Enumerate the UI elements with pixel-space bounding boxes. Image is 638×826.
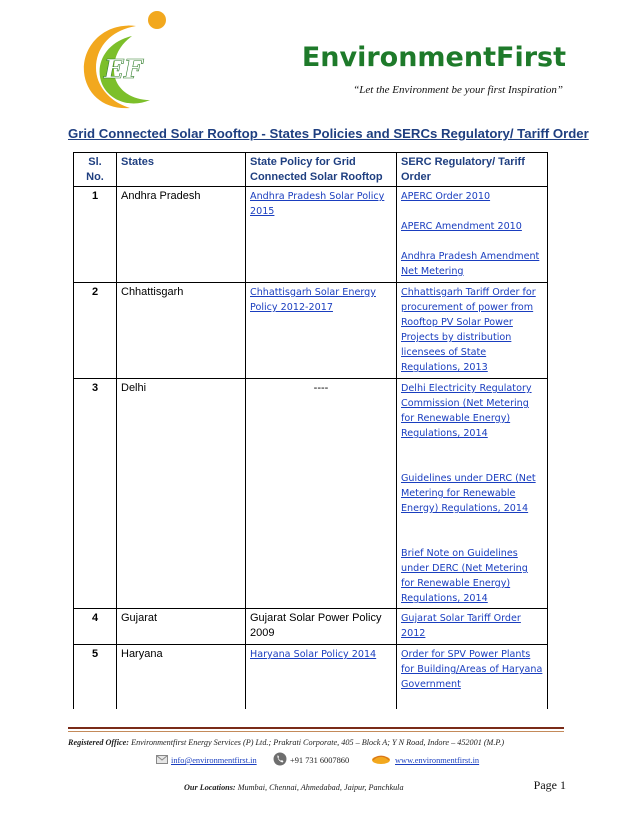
row-sl: 3: [74, 379, 117, 609]
header-states: States: [117, 153, 246, 187]
registered-office: [68, 738, 504, 747]
registered-office-address: Environmentfirst Energy Services (P) Ltd.; Prakrati Corporate, 405 – Block A; Y N Road, Indore – 452001 (M.P.): [131, 738, 505, 747]
registered-office-label: Registered Office:: [68, 738, 130, 747]
serc-link[interactable]: Chhattisgarh Tariff Order for procurement of power from Rooftop PV Solar Power Projects by distribution licensees of State Regulations, 2013: [401, 287, 536, 373]
serc-link[interactable]: Brief Note on Guidelines under DERC (Net Metering for Renewable Energy) Regulations, 2014: [401, 548, 528, 604]
serc-link[interactable]: APERC Amendment 2010: [401, 221, 522, 232]
serc-link[interactable]: Guidelines under DERC (Net Metering for Renewable Energy) Regulations, 2014: [401, 473, 536, 514]
policy-table: [73, 152, 548, 709]
table-row: [74, 645, 548, 709]
row-serc-cell: [397, 187, 548, 283]
policy-link[interactable]: Haryana Solar Policy 2014: [250, 649, 377, 660]
row-serc-cell: [397, 645, 548, 709]
row-serc-cell: [397, 379, 548, 609]
tagline: “Let the Environment be your first Inspiration”: [353, 84, 563, 96]
row-serc-cell: [397, 609, 548, 645]
policy-link[interactable]: Andhra Pradesh Solar Policy 2015: [250, 191, 385, 217]
row-policy: ----: [246, 379, 397, 609]
table-row: [74, 187, 548, 283]
policy-link[interactable]: Chhattisgarh Solar Energy Policy 2012-2017: [250, 287, 376, 313]
locations-list: Mumbai, Chennai, Ahmedabad, Jaipur, Panchkula: [237, 783, 404, 792]
table-header-row: [74, 153, 548, 187]
phone-number: +91 731 6007860: [290, 756, 350, 765]
row-policy-cell: [246, 187, 397, 283]
row-sl: 5: [74, 645, 117, 709]
locations: [184, 783, 404, 792]
row-policy-cell: [246, 283, 397, 379]
web-icon: [371, 754, 391, 765]
header-state-policy: State Policy for Grid Connected Solar Rooftop: [246, 153, 397, 187]
row-state: Haryana: [117, 645, 246, 709]
website-link[interactable]: www.environmentfirst.in: [395, 756, 480, 765]
email-link[interactable]: info@environmentfirst.in: [171, 756, 257, 765]
environmentfirst-logo: [74, 8, 174, 114]
serc-link[interactable]: Andhra Pradesh Amendment Net Metering: [401, 251, 540, 277]
page-number: Page 1: [533, 778, 566, 792]
table-row: [74, 609, 548, 645]
row-state: Delhi: [117, 379, 246, 609]
brand-name: EnvironmentFirst: [301, 42, 566, 73]
row-sl: 4: [74, 609, 117, 645]
serc-link[interactable]: APERC Order 2010: [401, 191, 491, 202]
header-sl-no: Sl. No.: [74, 153, 117, 187]
phone-icon: [273, 752, 287, 766]
row-serc-cell: [397, 283, 548, 379]
document-title: Grid Connected Solar Rooftop - States Policies and SERCs Regulatory/ Tariff Order: [68, 126, 589, 141]
table-row: [74, 379, 548, 609]
logo-text: EF: [104, 55, 143, 85]
header-serc-order: SERC Regulatory/ Tariff Order: [397, 153, 548, 187]
serc-link[interactable]: Order for SPV Power Plants for Building/Areas of Haryana Government: [401, 649, 543, 690]
row-policy-cell: [246, 645, 397, 709]
row-sl: 1: [74, 187, 117, 283]
row-state: Andhra Pradesh: [117, 187, 246, 283]
locations-label: Our Locations:: [184, 783, 236, 792]
row-policy: Gujarat Solar Power Policy 2009: [246, 609, 397, 645]
row-sl: 2: [74, 283, 117, 379]
footer-rule: [68, 727, 564, 729]
row-state: Gujarat: [117, 609, 246, 645]
row-state: Chhattisgarh: [117, 283, 246, 379]
table-row: [74, 283, 548, 379]
logo-dot: [148, 11, 166, 29]
footer-rule-thin: [68, 731, 564, 732]
serc-link[interactable]: Gujarat Solar Tariff Order 2012: [401, 613, 521, 639]
contact-bar: [0, 752, 638, 768]
serc-link[interactable]: Delhi Electricity Regulatory Commission (Net Metering for Renewable Energy) Regulations, 2014: [401, 383, 532, 439]
mail-icon: [156, 755, 168, 764]
